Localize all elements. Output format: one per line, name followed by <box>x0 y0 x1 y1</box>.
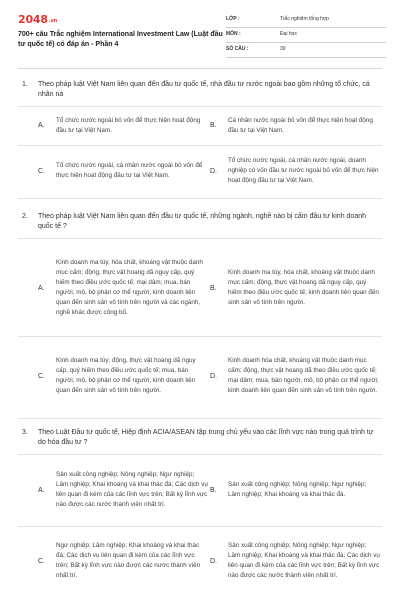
question-1 <box>18 80 382 205</box>
option-text: Ngư nghiệp; Lâm nghiệp; Khai khoáng và khai thác đá; Các dịch vụ liên quan đi kèm của các lĩnh vực trên; Bất kỳ lĩnh vực nào được các nước thành viên nhất trí. <box>56 542 201 579</box>
option-b[interactable] <box>210 242 380 334</box>
option-text: Sản xuất công nghiệp; Nông nghiệp; Ngư nghiệp; Lâm nghiệp; Khai khoáng và khai thác đá. <box>228 481 367 498</box>
option-a[interactable] <box>38 242 208 334</box>
option-letter: C. <box>38 372 45 380</box>
option-letter: D. <box>210 167 217 175</box>
option-letter: B. <box>210 122 217 129</box>
divider <box>18 106 382 107</box>
question-2 <box>18 212 382 422</box>
meta-info <box>226 13 386 58</box>
divider <box>18 526 382 527</box>
option-c[interactable] <box>38 148 208 194</box>
site-logo[interactable] <box>18 13 57 26</box>
option-text: Sản xuất công nghiệp; Nông nghiệp; Ngư nghiệp; Lâm nghiệp; Khai khoáng và khai thác đá; Các dịch vụ liên quan đi kèm của các lĩnh vực trên; Bất kỳ lĩnh vực nào được các nước thành viên nhất trí. <box>56 471 208 508</box>
option-letter: A. <box>38 486 45 494</box>
option-letter: A. <box>38 284 45 292</box>
meta-row-count <box>226 43 386 58</box>
option-text: Kinh doanh ma túy; động, thực vật hoang dã nguy cấp, quý hiếm theo điều ước quốc tế; mua, bán người, mô, bộ phận cơ thể người; kinh doanh liên quan đến sinh sản vô tính trên người. <box>56 357 196 394</box>
question-number: 2. <box>22 213 28 220</box>
question-number: 1. <box>22 81 28 88</box>
option-text: Tổ chức nước ngoài, cá nhân nước ngoài bỏ vốn để thực hiện hoạt động đầu tư tại Việt Nam. <box>56 162 203 179</box>
divider <box>18 418 382 419</box>
option-text: Tổ chức nước ngoài, cá nhân nước ngoài, doanh nghiệp có vốn đầu tư nước ngoài bỏ vốn để thực hiện hoạt động đầu tư tại Việt Nam. <box>228 157 379 184</box>
meta-row-class <box>226 13 386 28</box>
meta-value: Trắc nghiệm tổng hợp <box>280 16 329 22</box>
meta-value: 30 <box>280 46 286 52</box>
question-text: Theo Luật Đầu tư quốc tế, Hiệp định ACIA/ASEAN tập trung chủ yếu vào các lĩnh vực nào trong quá trình tự do hóa đầu tư ? <box>38 429 374 446</box>
meta-row-subject <box>226 28 386 43</box>
option-c[interactable] <box>38 528 208 594</box>
option-a[interactable] <box>38 108 208 143</box>
meta-label: MÔN : <box>226 31 241 37</box>
option-text: Kinh doanh ma túy, hóa chất, khoáng vật thuộc danh mục cấm; động, thực vật hoang dã nguy cấp, quý hiếm theo điều ước quốc tế; kinh doanh liên quan đến sinh sản vô tính trên người. <box>228 269 379 306</box>
logo-text: 2048 <box>18 13 48 26</box>
divider <box>18 454 382 455</box>
question-text: Theo pháp luật Việt Nam liên quan đến đầu tư quốc tế, nhà đầu tư nước ngoài bao gồm những tổ chức, cá nhân nà <box>38 81 370 98</box>
option-b[interactable] <box>210 108 380 143</box>
divider <box>18 336 382 337</box>
divider <box>18 238 382 239</box>
divider <box>18 198 382 199</box>
option-letter: D. <box>210 557 217 565</box>
question-text: Theo pháp luật Việt Nam liên quan đến đầu tư quốc tế, những ngành, nghề nào bị cấm đầu tư kinh doanh quốc tế ? <box>38 213 366 230</box>
option-letter: B. <box>210 284 217 292</box>
meta-label: SỐ CÂU : <box>226 46 249 52</box>
question-3 <box>18 428 382 600</box>
option-a[interactable] <box>38 457 208 523</box>
option-text: Tổ chức nước ngoài bỏ vốn để thực hiện hoạt động đầu tư tại Việt Nam. <box>56 116 201 134</box>
option-letter: D. <box>210 372 217 380</box>
option-letter: A. <box>38 122 45 129</box>
option-b[interactable] <box>210 457 380 523</box>
option-text: Sản xuất công nghiệp; Nông nghiệp; Ngư nghiệp; Lâm nghiệp; Khai khoáng và khai thác đá; Các dịch vụ liên quan đi kèm của các lĩnh vực trên; Bất kỳ lĩnh vực nào được các nước thành viên nhất trí. <box>228 542 380 579</box>
option-text: Kinh doanh ma túy, hóa chất, khoáng vật thuộc danh mục cấm; động, thực vật hoang dã nguy cấp, quý hiếm theo điều ước quốc tế; mại dâm; mua, bán người, mô, bộ phận cơ thể người; kinh doanh liên quan đến sinh sản vô tính trên người và các ngành, nghề khác được công bố. <box>56 259 203 316</box>
option-letter: C. <box>38 167 45 175</box>
option-d[interactable] <box>210 528 380 594</box>
option-text: Cá nhân nước ngoài bỏ vốn để thực hiện hoạt động đầu tư tại Việt Nam. <box>228 116 373 134</box>
option-c[interactable] <box>38 338 208 414</box>
logo-suffix: .vn <box>48 18 57 24</box>
meta-value: Đại học <box>280 31 297 37</box>
option-d[interactable] <box>210 338 380 414</box>
divider <box>18 145 382 146</box>
meta-label: LỚP : <box>226 16 240 22</box>
option-d[interactable] <box>210 148 380 194</box>
question-number: 3. <box>22 429 28 436</box>
header-divider <box>18 68 382 69</box>
option-text: Kinh doanh hóa chất, khoáng vật thuộc danh mục cấm; động, thực vật hoang dã theo điều ước quốc tế; mại dâm; mua, bán người, mô, bộ phận cơ thể người; kinh doanh liên quan đến sinh sản vô tính trên người. <box>228 357 379 394</box>
page-title: 700+ câu Trắc nghiệm International Investment Law (Luật đầu tư quốc tế) có đáp án - Phần 4 <box>18 31 223 48</box>
option-letter: B. <box>210 486 217 494</box>
option-letter: C. <box>38 557 45 565</box>
page-header <box>0 0 400 70</box>
